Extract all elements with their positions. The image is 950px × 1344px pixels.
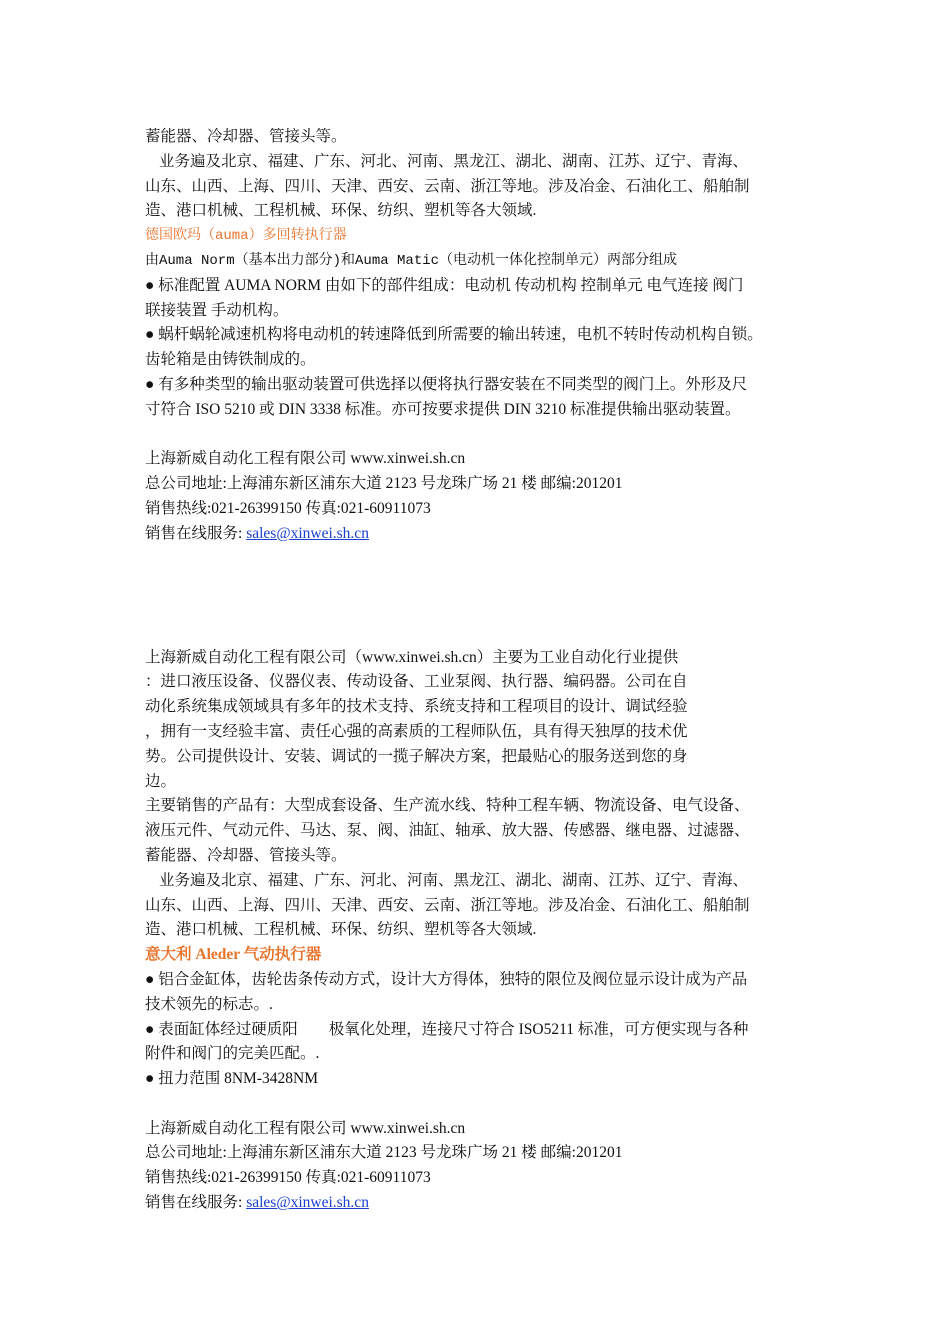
spacer xyxy=(145,547,825,646)
text-line: 造、港口机械、工程机械、环保、纺织、塑机等各大领域. xyxy=(145,202,537,220)
spacer xyxy=(145,1092,825,1117)
text-line: 由Auma Norm（基本出力部分)和Auma Matic（电动机一体化控制单元）两部分组成 xyxy=(145,252,678,269)
text-line: 蓄能器、冷却器、管接头等。 xyxy=(145,846,347,864)
text-line: 势。公司提供设计、安装、调试的一揽子解决方案，把最贴心的服务送到您的身 xyxy=(145,747,688,765)
text-line: 附件和阀门的完美匹配。. xyxy=(145,1045,320,1063)
text-line: 业务遍及北京、福建、广东、河北、河南、黑龙江、湖北、湖南、江苏、辽宁、青海、 xyxy=(159,152,749,170)
email-label: 销售在线服务: xyxy=(145,524,247,542)
address-line: 总公司地址:上海浦东新区浦东大道 2123 号龙珠广场 21 楼 邮编:201201 xyxy=(145,475,623,493)
address-line: 总公司地址:上海浦东新区浦东大道 2123 号龙珠广场 21 楼 邮编:201201 xyxy=(145,1144,623,1162)
email-line xyxy=(145,522,825,547)
email-line xyxy=(145,1191,825,1216)
text-line: 业务遍及北京、福建、广东、河北、河南、黑龙江、湖北、湖南、江苏、辽宁、青海、 xyxy=(159,871,749,889)
bullet-item: ● 铝合金缸体，齿轮齿条传动方式，设计大方得体，独特的限位及阀位显示设计成为产品 xyxy=(145,970,748,988)
company-line: 上海新威自动化工程有限公司 www.xinwei.sh.cn xyxy=(145,1119,466,1137)
bullet-item: ● 蜗杆蜗轮减速机构将电动机的转速降低到所需要的输出转速，电机不转时传动机构自锁。 xyxy=(145,326,763,344)
bullet-item: ● 标准配置 AUMA NORM 由如下的部件组成：电动机 传动机构 控制单元 电气连接 阀门 xyxy=(145,276,744,294)
document-page xyxy=(145,125,825,1216)
phone-line: 销售热线:021-26399150 传真:021-60911073 xyxy=(145,499,431,517)
text-line: 液压元件、气动元件、马达、泵、阀、油缸、轴承、放大器、传感器、继电器、过滤器、 xyxy=(145,822,750,840)
email-label: 销售在线服务: xyxy=(145,1194,247,1212)
company-line: 上海新威自动化工程有限公司 www.xinwei.sh.cn xyxy=(145,450,466,468)
text-line: 齿轮箱是由铸铁制成的。 xyxy=(145,351,316,369)
text-line: ，拥有一支经验丰富、责任心强的高素质的工程师队伍，具有得天独厚的技术优 xyxy=(145,722,688,740)
text-line: 造、港口机械、工程机械、环保、纺织、塑机等各大领域. xyxy=(145,921,537,939)
text-line: 上海新威自动化工程有限公司（www.xinwei.sh.cn）主要为工业自动化行业提供 xyxy=(145,648,679,666)
text-line: 山东、山西、上海、四川、天津、西安、云南、浙江等地。涉及冶金、石油化工、船舶制 xyxy=(145,896,750,914)
spacer xyxy=(145,423,825,448)
text-line: 联接装置 手动机构。 xyxy=(145,301,289,319)
section-heading-aleder: 意大利 Aleder 气动执行器 xyxy=(145,946,322,964)
phone-line: 销售热线:021-26399150 传真:021-60911073 xyxy=(145,1169,431,1187)
email-link[interactable]: sales@xinwei.sh.cn xyxy=(246,524,369,542)
section-heading-auma: 德国欧玛（auma）多回转执行器 xyxy=(145,228,347,245)
text-line: 动化系统集成领域具有多年的技术支持、系统支持和工程项目的设计、调试经验 xyxy=(145,698,688,716)
text-line: 蓄能器、冷却器、管接头等。 xyxy=(145,128,347,145)
text-line: 主要销售的产品有：大型成套设备、生产流水线、特种工程车辆、物流设备、电气设备、 xyxy=(145,797,750,815)
text-line: 技术领先的标志。. xyxy=(145,995,273,1013)
text-line: 山东、山西、上海、四川、天津、西安、云南、浙江等地。涉及冶金、石油化工、船舶制 xyxy=(145,177,750,195)
text-line: 寸符合 ISO 5210 或 DIN 3338 标准。亦可按要求提供 DIN 3210 标准提供输出驱动装置。 xyxy=(145,400,741,418)
bullet-item: ● 表面缸体经过硬质阳 极氧化处理，连接尺寸符合 ISO5211 标准，可方便实现与各种 xyxy=(145,1020,749,1038)
text-line: 边。 xyxy=(145,772,177,790)
bullet-item: ● 有多种类型的输出驱动装置可供选择以便将执行器安装在不同类型的阀门上。外形及尺 xyxy=(145,375,748,393)
email-link[interactable]: sales@xinwei.sh.cn xyxy=(246,1194,369,1212)
bullet-item: ● 扭力范围 8NM-3428NM xyxy=(145,1070,318,1088)
text-line: ：进口液压设备、仪器仪表、传动设备、工业泵阀、执行器、编码器。公司在自 xyxy=(145,673,688,691)
